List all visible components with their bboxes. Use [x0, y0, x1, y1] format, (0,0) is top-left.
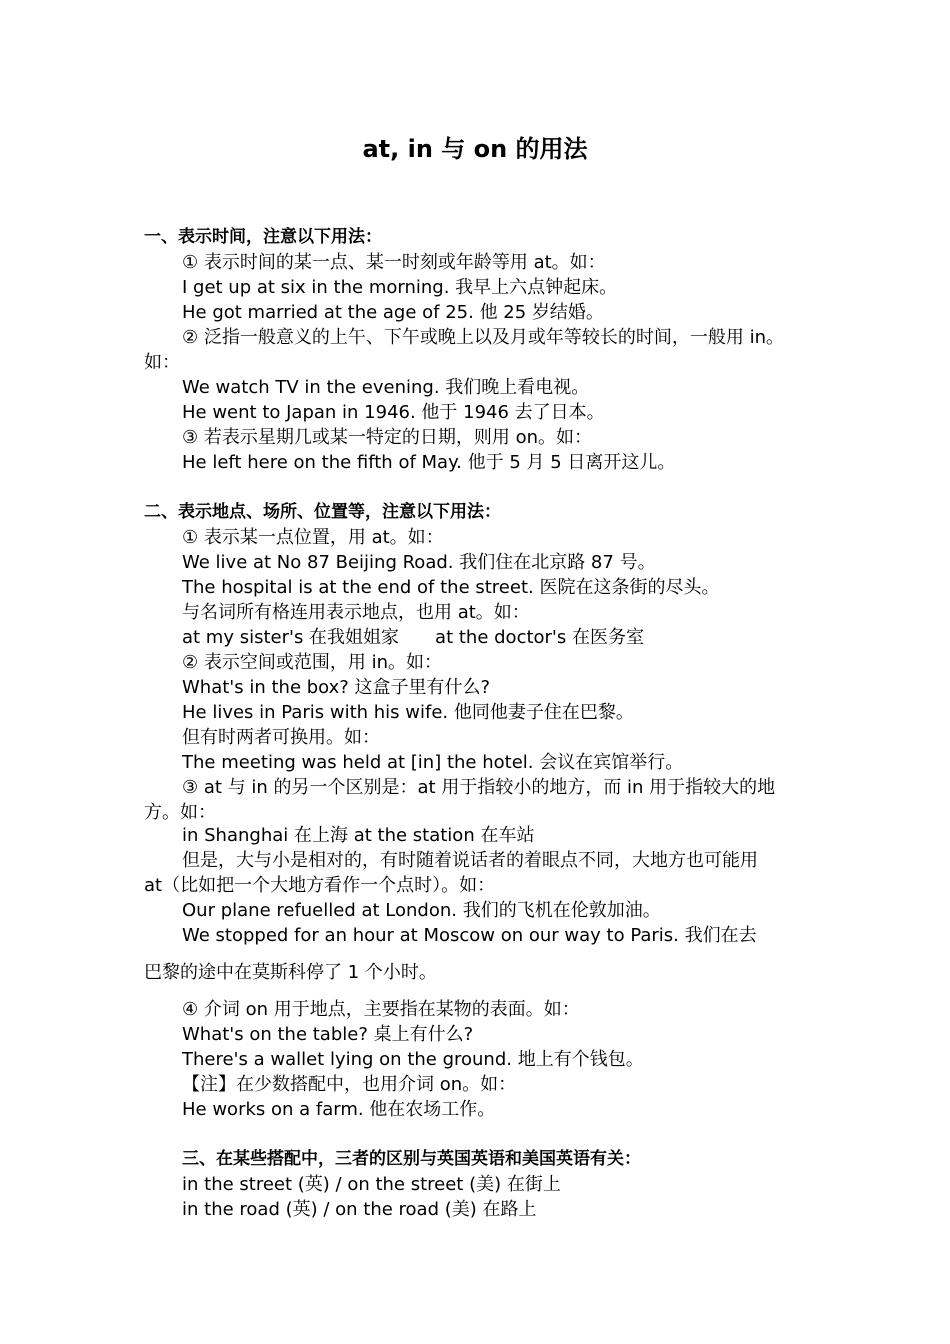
text-line: ② 泛指一般意义的上午、下午或晚上以及月或年等较长的时间，一般用 in。 [182, 327, 784, 348]
text-line: ④ 介词 on 用于地点，主要指在某物的表面。如： [182, 999, 580, 1020]
text-line: He got married at the age of 25. 他 25 岁结婚。 [182, 302, 604, 323]
section-heading: 三、在某些搭配中，三者的区别与英国英语和美国英语有关： [182, 1149, 641, 1169]
text-line: ① 表示某一点位置，用 at。如： [182, 527, 444, 548]
text-line: 但是，大与小是相对的，有时随着说话者的着眼点不同，大地方也可能用 [182, 850, 758, 871]
text-line: What's in the box? 这盒子里有什么? [182, 677, 491, 698]
text-line: He lives in Paris with his wife. 他同他妻子住在巴黎。 [182, 702, 634, 723]
text-line: 但有时两者可换用。如： [182, 727, 380, 748]
text-line: We live at No 87 Beijing Road. 我们住在北京路 87 号。 [182, 552, 656, 573]
text-line: The hospital is at the end of the street. 医院在这条街的尽头。 [182, 577, 720, 598]
text-line: The meeting was held at [in] the hotel. 会议在宾馆举行。 [182, 752, 684, 773]
text-line: ② 表示空间或范围，用 in。如： [182, 652, 442, 673]
text-line: ① 表示时间的某一点、某一时刻或年龄等用 at。如： [182, 252, 606, 273]
text-line: at（比如把一个大地方看作一个点时）。如： [144, 875, 496, 896]
text-line: in the street (英) / on the street (美) 在街上 [182, 1174, 561, 1195]
page-title: at, in 与 on 的用法 [362, 135, 588, 163]
text-line: 与名词所有格连用表示地点，也用 at。如： [182, 602, 530, 623]
text-line: 【注】在少数搭配中，也用介词 on。如： [182, 1074, 517, 1095]
text-line: He left here on the fifth of May. 他于 5 月 5 日离开这儿。 [182, 452, 676, 473]
text-line: 方。如： [144, 802, 216, 823]
text-line: He works on a farm. 他在农场工作。 [182, 1099, 496, 1120]
text-line: in Shanghai 在上海 at the station 在车站 [182, 825, 535, 846]
text-line: in the road (英) / on the road (美) 在路上 [182, 1199, 537, 1220]
text-line: We stopped for an hour at Moscow on our way to Paris. 我们在去 [182, 925, 757, 946]
text-line: We watch TV in the evening. 我们晚上看电视。 [182, 377, 590, 398]
text-line: There's a wallet lying on the ground. 地上有个钱包。 [182, 1049, 644, 1070]
text-line: He went to Japan in 1946. 他于 1946 去了日本。 [182, 402, 605, 423]
text-line: ③ 若表示星期几或某一特定的日期，则用 on。如： [182, 427, 592, 448]
text-line: 巴黎的途中在莫斯科停了 1 个小时。 [144, 962, 437, 983]
text-line: 如： [144, 352, 180, 373]
text-line: at my sister's 在我姐姐家 at the doctor's 在医务室 [182, 627, 644, 648]
text-line: What's on the table? 桌上有什么? [182, 1024, 474, 1045]
section-heading: 一、表示时间，注意以下用法： [144, 227, 382, 247]
text-line: I get up at six in the morning. 我早上六点钟起床。 [182, 277, 618, 298]
text-line: ③ at 与 in 的另一个区别是：at 用于指较小的地方，而 in 用于指较大的地 [182, 777, 776, 798]
section-heading: 二、表示地点、场所、位置等，注意以下用法： [144, 502, 501, 522]
text-line: Our plane refuelled at London. 我们的飞机在伦敦加油。 [182, 900, 661, 921]
